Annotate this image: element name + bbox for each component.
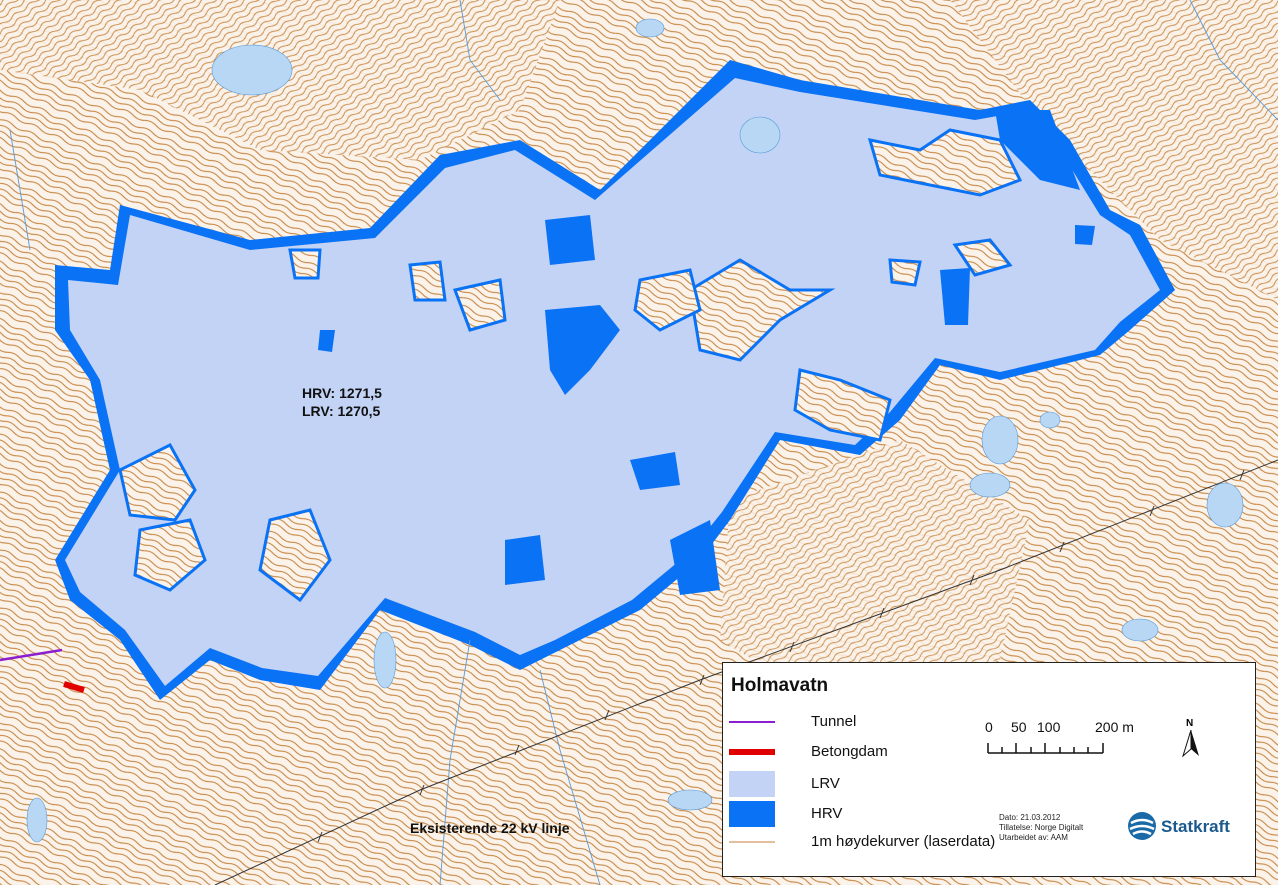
statkraft-logo — [1127, 811, 1247, 845]
map-permit: Tillatelse: Norge Digitalt — [999, 823, 1084, 832]
power-line-label: Eksisterende 22 kV linje — [410, 820, 570, 836]
legend-label-dam: Betongdam — [811, 743, 888, 760]
legend-label-contours: 1m høydekurver (laserdata) — [811, 833, 996, 850]
map-date: Dato: 21.03.2012 — [999, 813, 1061, 822]
statkraft-logo-icon — [1127, 811, 1157, 841]
island — [290, 250, 320, 278]
legend-title: Holmavatn — [731, 675, 829, 696]
north-label: N — [1186, 718, 1194, 729]
tunnel-symbol-icon — [729, 713, 775, 731]
legend-label-lrv: LRV — [811, 775, 840, 792]
hrv-symbol-icon — [729, 801, 775, 827]
legend-panel — [722, 662, 1256, 877]
island — [890, 260, 920, 285]
map-author: Utarbeidet av: AAM — [999, 833, 1068, 842]
scale-label-100: 100 — [1037, 719, 1061, 735]
legend-label-tunnel: Tunnel — [811, 713, 857, 730]
north-arrow — [1181, 718, 1201, 758]
statkraft-logo-text: Statkraft — [1161, 817, 1230, 836]
dam-symbol-icon — [729, 743, 775, 761]
legend-label-hrv: HRV — [811, 805, 843, 822]
scale-label-200: 200 m — [1095, 719, 1134, 735]
scale-bar — [985, 719, 1145, 759]
contour-symbol-icon — [729, 833, 775, 851]
north-arrow-icon — [1181, 730, 1201, 758]
lrv-water-level-label: LRV: 1270,5 — [302, 403, 381, 419]
scale-label-0: 0 — [985, 719, 993, 735]
island — [410, 262, 445, 300]
map-metadata — [999, 813, 1083, 843]
hrv-water-level-label: HRV: 1271,5 — [302, 385, 382, 401]
scale-label-50: 50 — [1011, 719, 1027, 735]
scale-bar-graphic — [987, 741, 1117, 755]
lrv-symbol-icon — [729, 771, 775, 797]
